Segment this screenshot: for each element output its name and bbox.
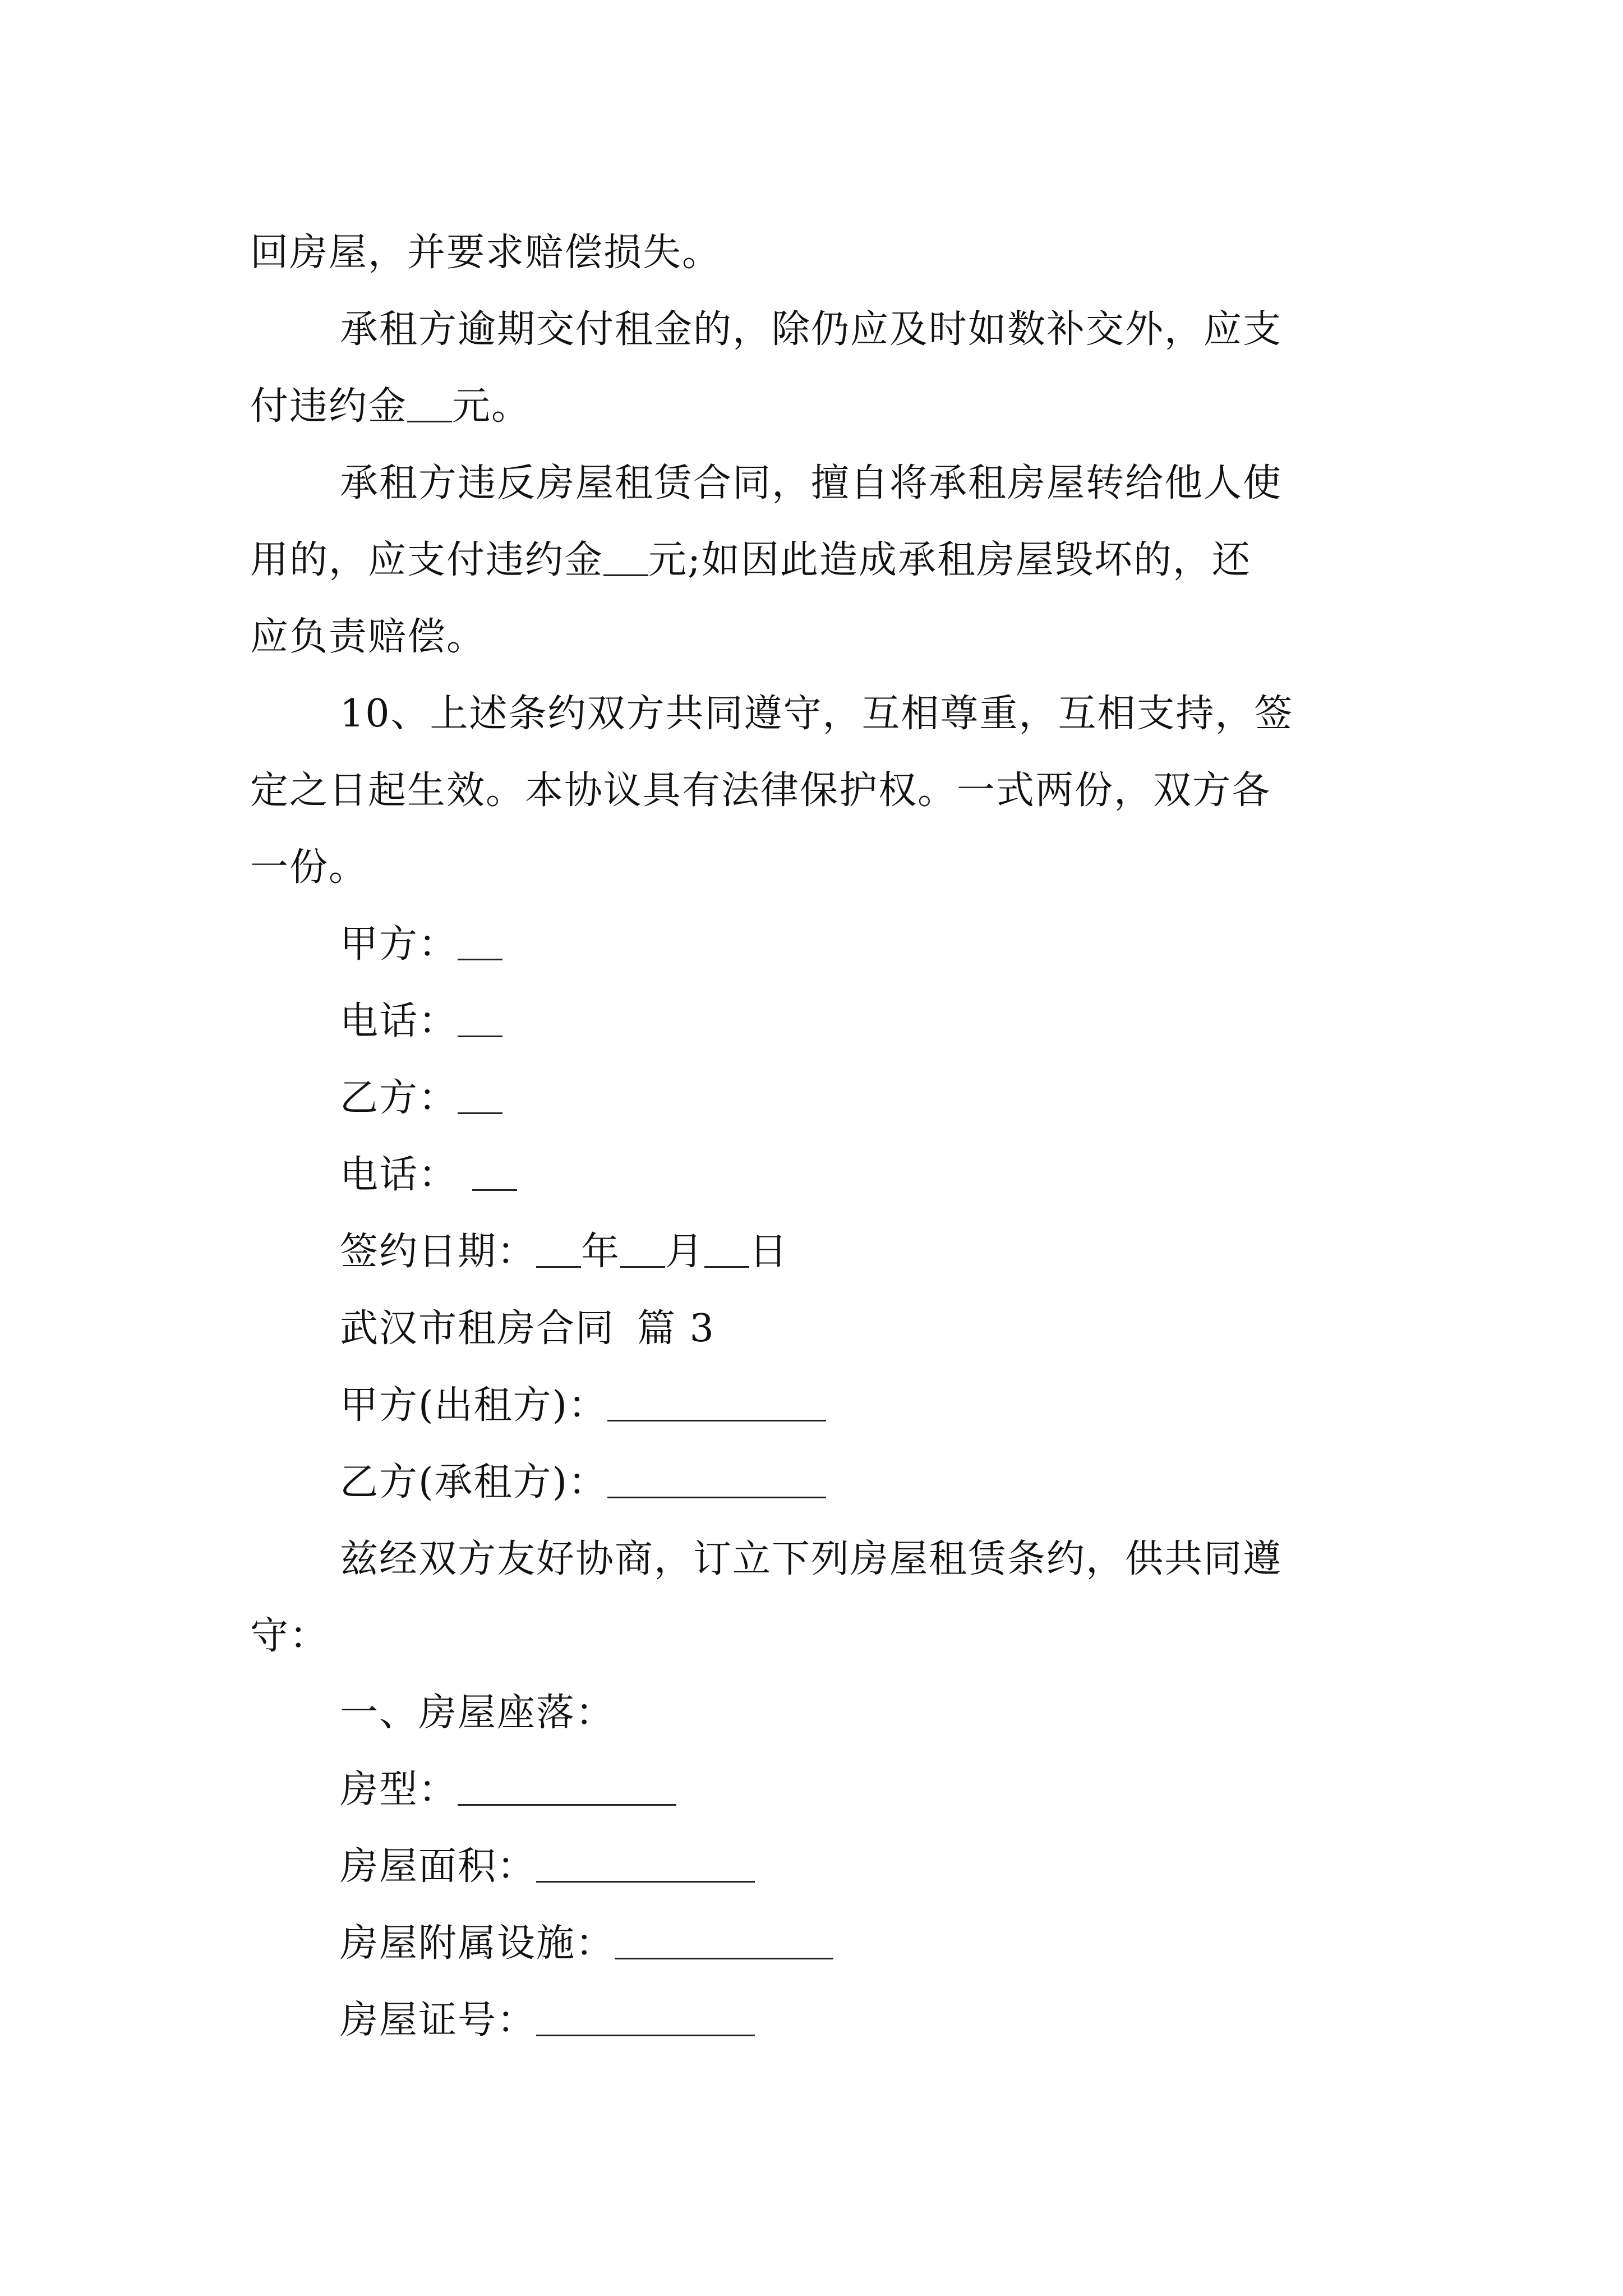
fill-blank xyxy=(536,1266,581,1268)
party-a-label: 甲方： xyxy=(340,922,458,967)
phone-a-line xyxy=(250,983,1394,1060)
lessee-line xyxy=(250,1444,1394,1521)
house-facilities-line xyxy=(250,1905,1394,1982)
party-b-line xyxy=(250,1060,1394,1137)
fill-blank xyxy=(458,1804,676,1806)
item-heading: 一、房屋座落： xyxy=(340,1691,615,1735)
fill-blank xyxy=(536,1881,755,1883)
house-facilities-label: 房屋附属设施： xyxy=(340,1921,615,1966)
paragraph-line: 承租方逾期交付租金的，除仍应及时如数补交外，应支 xyxy=(340,307,1283,352)
text-segment: 用的，应支付违约金 xyxy=(250,538,604,582)
paragraph-line: 兹经双方友好协商，订立下列房屋租赁条约，供共同遵 xyxy=(340,1537,1283,1581)
house-area-label: 房屋面积： xyxy=(340,1844,537,1889)
text-segment: 元;如因此造成承租房屋毁坏的，还 xyxy=(648,538,1251,582)
year-label: 年 xyxy=(581,1230,621,1274)
phone-b-line xyxy=(250,1137,1394,1213)
fill-blank xyxy=(704,1266,749,1268)
house-type-line xyxy=(250,1751,1394,1828)
fill-blank xyxy=(472,1189,517,1191)
house-area-line xyxy=(250,1828,1394,1905)
paragraph-line: 一份。 xyxy=(250,845,368,890)
paragraph-line: 应负责赔偿。 xyxy=(250,615,486,659)
paragraph-line: 守： xyxy=(250,1614,329,1658)
fill-blank xyxy=(603,574,648,576)
party-b-label: 乙方： xyxy=(340,1076,458,1120)
section-heading xyxy=(250,1290,1394,1367)
sign-date-line xyxy=(250,1213,1394,1290)
lessee-label: 乙方(承租方)： xyxy=(340,1460,608,1504)
paragraph-line xyxy=(250,368,1394,445)
house-type-label: 房型： xyxy=(340,1768,458,1812)
paragraph-line xyxy=(250,522,1394,599)
day-label: 日 xyxy=(749,1230,789,1274)
fill-blank xyxy=(615,1958,833,1959)
text-segment: 付违约金 xyxy=(250,384,408,429)
lessor-label: 甲方(出租方)： xyxy=(340,1383,608,1428)
document-body xyxy=(250,214,1394,2059)
phone-a-label: 电话： xyxy=(340,999,458,1043)
paragraph-line: 定之日起生效。本协议具有法律保护权。一式两份，双方各 xyxy=(250,769,1271,813)
paragraph-line: 10、上述条约双方共同遵守，互相尊重，互相支持，签 xyxy=(340,692,1294,736)
fill-blank xyxy=(620,1266,665,1268)
fill-blank xyxy=(458,1036,502,1037)
fill-blank xyxy=(407,421,452,422)
fill-blank xyxy=(607,1497,826,1498)
fill-blank xyxy=(607,1420,826,1421)
paragraph-line: 承租方违反房屋租赁合同，擅自将承租房屋转给他人使 xyxy=(340,461,1283,505)
section-title: 武汉市租房合同 xyxy=(340,1306,615,1351)
paragraph-line: 回房屋，并要求赔偿损失。 xyxy=(250,231,722,275)
phone-b-label: 电话： xyxy=(340,1153,458,1197)
fill-blank xyxy=(458,959,502,960)
sign-date-label: 签约日期： xyxy=(340,1230,537,1274)
section-suffix: 篇 3 xyxy=(637,1306,715,1351)
house-cert-label: 房屋证号： xyxy=(340,1998,537,2042)
text-segment: 元。 xyxy=(452,384,531,429)
month-label: 月 xyxy=(665,1230,705,1274)
lessor-line xyxy=(250,1367,1394,1444)
party-a-line xyxy=(250,906,1394,983)
fill-blank xyxy=(536,2035,755,2036)
house-cert-line xyxy=(250,1982,1394,2059)
fill-blank xyxy=(458,1112,502,1114)
